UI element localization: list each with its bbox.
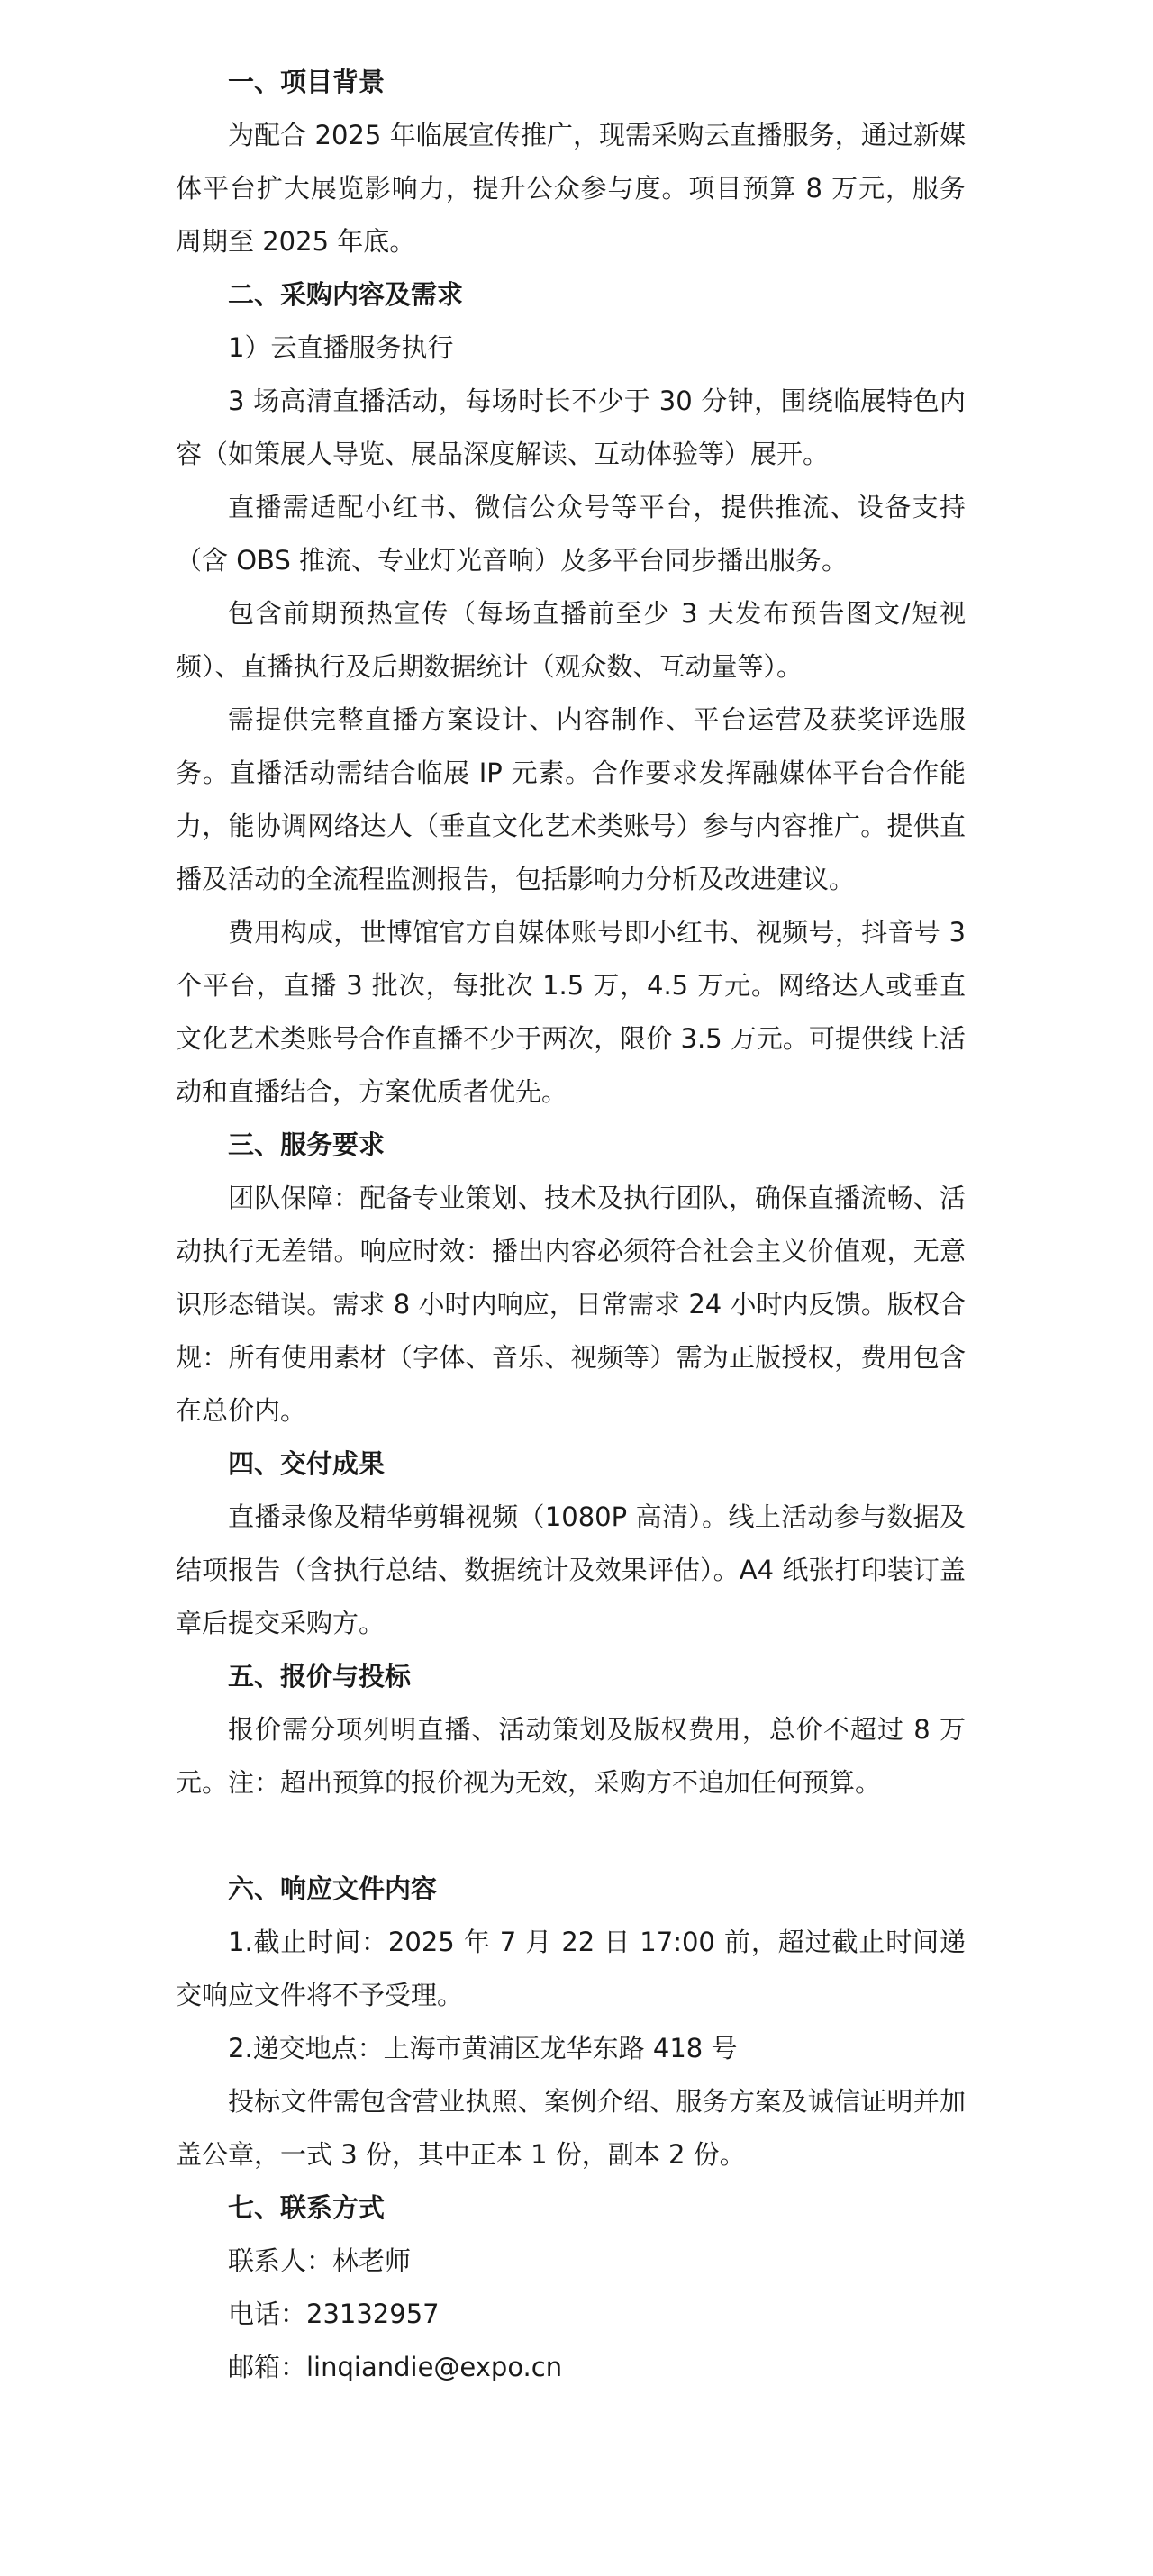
section-title-background: 一、项目背景 bbox=[228, 67, 386, 97]
background-paragraph: 为配合 2025 年临展宣传推广，现需采购云直播服务，通过新媒体平台扩大展览影响力，提升公众参与度。项目预算 8 万元，服务周期至 2025 年底。 bbox=[176, 120, 966, 257]
procurement-paragraph-4: 需提供完整直播方案设计、内容制作、平台运营及获奖评选服务。直播活动需结合临展 IP 元素。合作要求发挥融媒体平台合作能力，能协调网络达人（垂直文化艺术类账号）参与内容推广。提供直播及活动的全流程监测报告，包括影响力分析及改进建议。 bbox=[176, 704, 966, 894]
contact-email: 邮箱：linqiandie@expo.cn bbox=[228, 2352, 563, 2382]
procurement-paragraph-2: 直播需适配小红书、微信公众号等平台，提供推流、设备支持（含 OBS 推流、专业灯光音响）及多平台同步播出服务。 bbox=[176, 492, 966, 576]
bid-docs-paragraph: 投标文件需包含营业执照、案例介绍、服务方案及诚信证明并加盖公章，一式 3 份，其中正本 1 份，副本 2 份。 bbox=[176, 2086, 966, 2170]
service-paragraph: 团队保障：配备专业策划、技术及执行团队，确保直播流畅、活动执行无差错。响应时效：播出内容必须符合社会主义价值观，无意识形态错误。需求 8 小时内响应，日常需求 24 小时内反馈。版权合规：所有使用素材（字体、音乐、视频等）需为正版授权，费用包含在总价内。 bbox=[176, 1183, 966, 1426]
subsection-cloud-live: 1）云直播服务执行 bbox=[228, 332, 454, 363]
location-paragraph: 2.递交地点：上海市黄浦区龙华东路 418 号 bbox=[228, 2033, 738, 2064]
section-title-contact: 七、联系方式 bbox=[228, 2192, 386, 2223]
section-title-response-docs: 六、响应文件内容 bbox=[228, 1873, 438, 1904]
procurement-paragraph-5: 费用构成，世博馆官方自媒体账号即小红书、视频号，抖音号 3 个平台，直播 3 批次，每批次 1.5 万，4.5 万元。网络达人或垂直文化艺术类账号合作直播不少于两次，限价 3.5 万元。可提供线上活动和直播结合，方案优质者优先。 bbox=[176, 917, 966, 1107]
procurement-paragraph-3: 包含前期预热宣传（每场直播前至少 3 天发布预告图文/短视频）、直播执行及后期数据统计（观众数、互动量等）。 bbox=[176, 598, 966, 682]
deadline-paragraph: 1.截止时间：2025 年 7 月 22 日 17:00 前，超过截止时间递交响应文件将不予受理。 bbox=[176, 1927, 966, 2010]
section-title-procurement: 二、采购内容及需求 bbox=[228, 279, 464, 310]
procurement-paragraph-1: 3 场高清直播活动，每场时长不少于 30 分钟，围绕临展特色内容（如策展人导览、展品深度解读、互动体验等）展开。 bbox=[176, 385, 966, 469]
blank-line bbox=[176, 1810, 966, 1863]
contact-person: 联系人：林老师 bbox=[228, 2245, 412, 2276]
deliverables-paragraph: 直播录像及精华剪辑视频（1080P 高清）。线上活动参与数据及结项报告（含执行总结、数据统计及效果评估）。A4 纸张打印装订盖章后提交采购方。 bbox=[176, 1501, 966, 1638]
quotation-paragraph: 报价需分项列明直播、活动策划及版权费用，总价不超过 8 万元。注：超出预算的报价视为无效，采购方不追加任何预算。 bbox=[176, 1714, 966, 1798]
section-title-service: 三、服务要求 bbox=[228, 1129, 386, 1160]
section-title-deliverables: 四、交付成果 bbox=[228, 1448, 386, 1479]
contact-phone: 电话：23132957 bbox=[228, 2299, 440, 2329]
section-title-quotation: 五、报价与投标 bbox=[228, 1661, 412, 1692]
